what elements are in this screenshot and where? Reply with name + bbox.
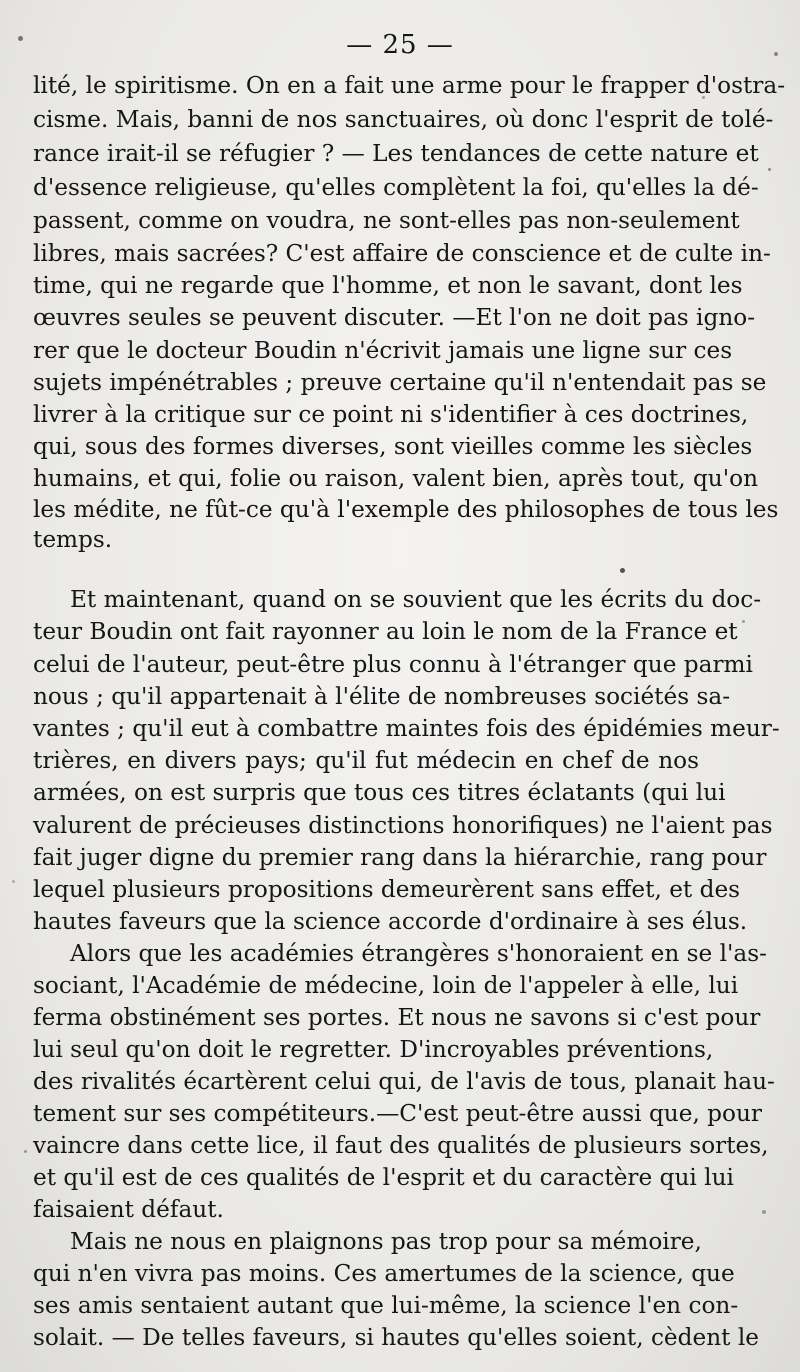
text-line: livrer à la critique sur ce point ni s'identifier à ces doctrines, (33, 401, 749, 428)
text-line: cisme. Mais, banni de nos sanctuaires, où donc l'esprit de tolé- (33, 106, 774, 133)
text-line: sociant, l'Académie de médecine, loin de l'appeler à elle, lui (33, 972, 739, 999)
text-line: œuvres seules se peuvent discuter. —Et l'on ne doit pas igno- (33, 304, 756, 331)
text-line: libres, mais sacrées? C'est affaire de conscience et de culte in- (33, 240, 771, 267)
page-number: — 25 — (346, 30, 454, 60)
text-line: Mais ne nous en plaignons pas trop pour sa mémoire, (70, 1228, 702, 1255)
text-line: qui n'en vivra pas moins. Ces amertumes de la science, que (33, 1260, 735, 1287)
text-line: lui seul qu'on doit le regretter. D'incroyables préventions, (33, 1036, 714, 1063)
text-line: nous ; qu'il appartenait à l'élite de nombreuses sociétés sa- (33, 683, 731, 710)
text-line: qui, sous des formes diverses, sont vieilles comme les siècles (33, 433, 753, 460)
text-line: rer que le docteur Boudin n'écrivit jamais une ligne sur ces (33, 337, 733, 364)
text-line: rance irait-il se réfugier ? — Les tendances de cette nature et (33, 140, 759, 167)
text-line: solait. — De telles faveurs, si hautes qu'elles soient, cèdent le (33, 1324, 759, 1351)
text-line: valurent de précieuses distinctions honorifiques) ne l'aient pas (33, 812, 773, 839)
text-line: tement sur ses compétiteurs.—C'est peut-être aussi que, pour (33, 1100, 763, 1127)
text-line: les médite, ne fût-ce qu'à l'exemple des philosophes de tous les (33, 496, 779, 523)
text-line: lité, le spiritisme. On en a fait une arme pour le frapper d'ostra- (33, 72, 786, 99)
text-line: celui de l'auteur, peut-être plus connu à l'étranger que parmi (33, 651, 753, 678)
text-line: Et maintenant, quand on se souvient que les écrits du doc- (70, 586, 762, 613)
text-line: et qu'il est de ces qualités de l'esprit et du caractère qui lui (33, 1164, 734, 1191)
text-line: hautes faveurs que la science accorde d'ordinaire à ses élus. (33, 908, 748, 935)
text-line: ses amis sentaient autant que lui-même, la science l'en con- (33, 1292, 739, 1319)
text-line: time, qui ne regarde que l'homme, et non le savant, dont les (33, 272, 743, 299)
text-line: trières, en divers pays; qu'il fut médecin en chef de nos (33, 747, 699, 774)
text-line: armées, on est surpris que tous ces titres éclatants (qui lui (33, 779, 726, 806)
text-line: humains, et qui, folie ou raison, valent bien, après tout, qu'on (33, 465, 759, 492)
text-line: teur Boudin ont fait rayonner au loin le nom de la France et (33, 618, 738, 645)
text-line: sujets impénétrables ; preuve certaine qu'il n'entendait pas se (33, 369, 767, 396)
text-line: lequel plusieurs propositions demeurèrent sans effet, et des (33, 876, 741, 903)
text-line: vantes ; qu'il eut à combattre maintes fois des épidémies meur- (33, 715, 780, 742)
text-line: d'essence religieuse, qu'elles complètent la foi, qu'elles la dé- (33, 174, 759, 201)
text-line: fait juger digne du premier rang dans la hiérarchie, rang pour (33, 844, 767, 871)
text-line: vaincre dans cette lice, il faut des qualités de plusieurs sortes, (33, 1132, 769, 1159)
text-line: des rivalités écartèrent celui qui, de l'avis de tous, planait hau- (33, 1068, 775, 1095)
text-line: Alors que les académies étrangères s'honoraient en se l'as- (70, 940, 767, 967)
text-line: ferma obstinément ses portes. Et nous ne savons si c'est pour (33, 1004, 761, 1031)
text-line: faisaient défaut. (33, 1196, 224, 1223)
text-line: passent, comme on voudra, ne sont-elles pas non-seulement (33, 207, 740, 234)
text-line: temps. (33, 526, 113, 553)
